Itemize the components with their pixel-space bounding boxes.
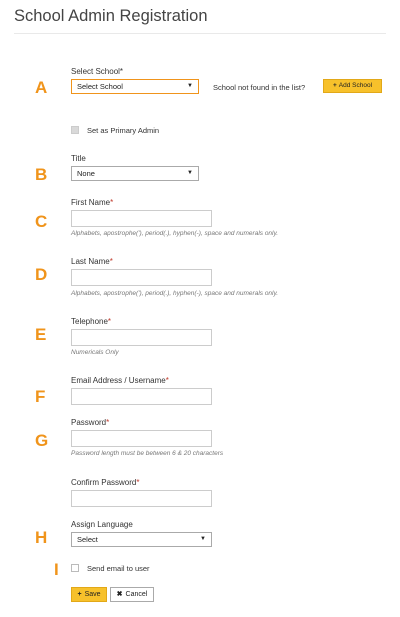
school-label: Select School* <box>71 67 124 76</box>
language-label: Assign Language <box>71 520 133 529</box>
marker-d: D <box>35 265 48 284</box>
telephone-label: Telephone* <box>71 317 112 326</box>
primary-admin-checkbox[interactable] <box>71 126 79 134</box>
marker-a: A <box>35 78 48 97</box>
cancel-button[interactable]: ✖ Cancel <box>110 587 154 602</box>
email-label: Email Address / Username* <box>71 376 169 385</box>
primary-admin-label: Set as Primary Admin <box>87 126 160 135</box>
password-input[interactable] <box>71 430 212 447</box>
send-email-checkbox[interactable] <box>71 564 79 572</box>
password-hint: Password length must be between 6 & 20 characters <box>71 450 224 457</box>
page-title: School Admin Registration <box>14 7 208 25</box>
triangle-down-icon: ▼ <box>187 170 193 176</box>
password-label: Password* <box>71 418 110 427</box>
confirm-password-label: Confirm Password* <box>71 478 140 487</box>
first-name-hint: Alphabets, apostrophe('), period(.), hyphen(-), space and numerals only. <box>71 230 279 237</box>
title-label: Title <box>71 154 86 163</box>
triangle-down-icon: ▼ <box>200 536 206 542</box>
telephone-hint: Numericals Only <box>71 349 119 356</box>
plus-icon: + <box>332 82 337 89</box>
save-button[interactable]: + Save <box>71 587 107 602</box>
triangle-down-icon: ▼ <box>187 83 193 89</box>
marker-c: C <box>35 212 48 231</box>
last-name-label: Last Name* <box>71 257 113 266</box>
marker-b: B <box>35 165 48 184</box>
last-name-input[interactable] <box>71 269 212 286</box>
confirm-password-input[interactable] <box>71 490 212 507</box>
last-name-hint: Alphabets, apostrophe('), period(.), hyphen(-), space and numerals only. <box>71 290 279 297</box>
marker-g: G <box>35 431 49 450</box>
school-select[interactable]: Select School ▼ <box>71 79 199 94</box>
plus-icon: + <box>77 591 82 598</box>
marker-h: H <box>35 528 48 547</box>
close-icon: ✖ <box>116 591 123 598</box>
first-name-input[interactable] <box>71 210 212 227</box>
email-input[interactable] <box>71 388 212 405</box>
marker-i: I <box>54 560 59 579</box>
telephone-input[interactable] <box>71 329 212 346</box>
marker-e: E <box>35 325 47 344</box>
add-school-button[interactable]: + Add School <box>323 79 382 93</box>
language-select[interactable]: Select ▼ <box>71 532 212 547</box>
title-select[interactable]: None ▼ <box>71 166 199 181</box>
first-name-label: First Name* <box>71 198 114 207</box>
school-not-found-text: School not found in the list? <box>213 83 306 92</box>
send-email-label: Send email to user <box>87 564 150 573</box>
marker-f: F <box>35 387 46 406</box>
title-divider <box>14 33 386 34</box>
